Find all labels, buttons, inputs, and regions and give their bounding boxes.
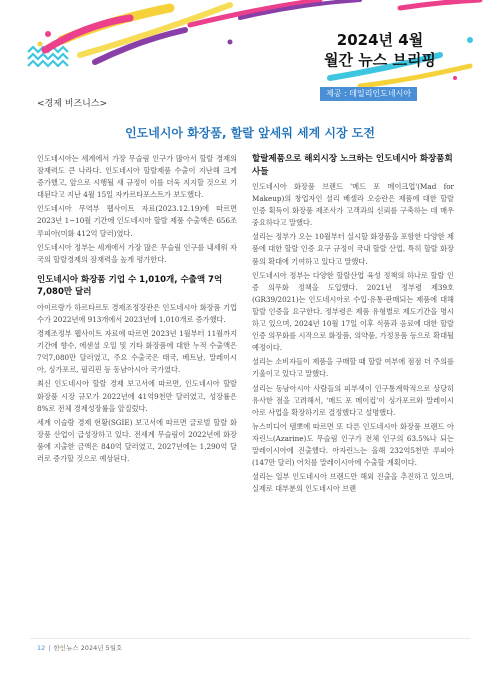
article-headline: 인도네시아 화장품, 할랄 앞세워 세계 시장 도전	[125, 126, 375, 140]
article-category: <경제 비즈니스>	[37, 99, 108, 109]
paragraph: 인도네시아 정부는 다양한 할랄산업 육성 정책의 하나로 할랄 인증 의무화 정책을 도입했다. 2021년 정부령 제39호(GR39/2021)는 인도네시아로 수입·유통·판매되는 제품에 대해 할랄 인증을 요구한다. 정부령은 제품 유형별로 제도기간을 명시하고 있으며, 2024년 10월 17일 이후 식품과 음료에 대한 할랄 인증 의무화를 시작으로 화장품, 의약품, 가정용품 등으로 확대될 예정이다.	[252, 270, 454, 353]
source-badge: 제공 : 데일리인도네시아	[320, 87, 417, 101]
right-column	[252, 153, 454, 497]
cyan-dot	[467, 37, 473, 43]
briefing-title-line1: 2024년 4월	[336, 31, 424, 49]
paragraph: 인도네시아는 세계에서 가장 무슬림 인구가 많아서 할랄 경제의 잠재력도 큰 나라다. 인도네시아 할랄제품 수출이 지난해 크게 증가했고, 앞으로 시행될 새 규정이 이를 더욱 지지할 것으로 기대된다고 지난 4월 15일 자카르타포스트가 보도했다.	[37, 154, 237, 200]
paragraph: 셜리는 정부가 오는 10월부터 실시할 화장품을 포함한 다양한 제품에 대한 할랄 인증 요구 규정이 국내 할랄 산업, 특히 할랄 화장품의 확대에 기여하고 있다고 말했다.	[252, 232, 454, 266]
section-subheading: 인도네시아 화장품 기업 수 1,010개, 수출액 7억7,080만 달러	[37, 274, 223, 298]
yellow-dot	[38, 42, 43, 47]
paragraph: 셜리는 일부 인도네시아 브랜드만 해외 진출을 추진하고 있으며, 실제로 대부분의 인도네시아 브랜	[252, 472, 454, 494]
pink-dot	[45, 31, 51, 37]
footer-divider	[30, 638, 470, 639]
footer-separator: |	[48, 644, 51, 652]
briefing-title-line2: 월간 뉴스 브리핑	[324, 51, 436, 69]
page-footer	[37, 643, 122, 652]
paragraph: 인도네시아 정부는 세계에서 가장 많은 무슬림 인구를 내세워 자국의 할랄경제의 잠재력을 높게 평가한다.	[37, 242, 237, 264]
pink-dot-2	[453, 76, 457, 80]
publication-name: 한인뉴스 2024년 5월호	[53, 644, 123, 652]
paragraph: 세계 이슬람 경제 현황(SGIE) 보고서에 따르면 글로벌 할랄 화장품 산업이 급성장하고 있다. 전세계 무슬림이 2022년에 화장품에 지출한 금액은 840억 달러였고, 2027년에는 1,290억 달러로 증가할 것으로 예상된다.	[37, 417, 237, 463]
paragraph: 셜리는 소비자들이 제품을 구매할 때 할랄 여부에 점점 더 주의를 기울이고 있다고 말했다.	[252, 357, 454, 379]
page-number: 12	[37, 644, 46, 652]
section-subheading: 할랄제품으로 해외시장 노크하는 인도네시아 화장품회사들	[252, 154, 453, 177]
paragraph: 아이르랑가 하르타르토 경제조정장관은 인도네시아 화장품 기업 수가 2022년에 913개에서 2023년에 1,010개로 증가했다.	[37, 302, 237, 324]
paragraph: 최신 인도네시아 할랄 경제 보고서에 따르면, 인도네시아 할랄 화장품 시장 규모가 2022년에 41억9천만 달러였고, 성장률은 8%로 전체 경제성장률을 앞질렀다.	[37, 379, 237, 413]
paragraph: 인도네시아 무역부 웹사이트 자료(2023.12.19)에 따르면 2023년 1~10월 기간에 인도네시아 할랄 제품 수출액은 656조 루피아(미화 412억 달러)였다.	[37, 204, 237, 238]
paragraph: 셜리는 동남아시아 사람들의 피부색이 인구통계학적으로 상당히 유사한 점을 고려해서, '메드 포 메이컵'이 싱가포르와 말레이시아로 사업을 확장하기로 결정했다고 설명했다.	[252, 383, 454, 417]
briefing-title	[320, 30, 440, 70]
pink-stroke-3	[400, 0, 480, 8]
purple-dot	[228, 40, 233, 45]
paragraph: 인도네시아 화장품 브랜드 '메드 포 메이크업'(Mad for Makeup)의 창업자인 셜리 베셀라 오승란은 제품에 대한 할랄 인증 획득이 화장품 제조사가 고객과의 신뢰를 구축하는 데 매우 중요하다고 말했다.	[252, 182, 454, 228]
left-column	[37, 153, 237, 467]
paragraph: 뉴스미디어 템뽀에 따르면 또 다른 인도네시아 화장품 브랜드 아자린느(Azarine)도 무슬림 인구가 전체 인구의 63.5%나 되는 말레이시아에 진출했다. 아자린느는 올해 232억5천만 루피아(147만 달러) 어치를 말레이시아에 수출할 계획이다.	[252, 421, 454, 468]
paragraph: 경제조정부 웹사이트 자료에 따르면 2023년 1월부터 11월까지 기간에 향수, 에센셜 오일 및 기타 화장품에 대한 누적 수출액은 7억7,080만 달러였고, 주요 수출국은 태국, 베트남, 말레이시아, 싱가포르, 필리핀 등 동남아시아 국가였다.	[37, 329, 237, 375]
